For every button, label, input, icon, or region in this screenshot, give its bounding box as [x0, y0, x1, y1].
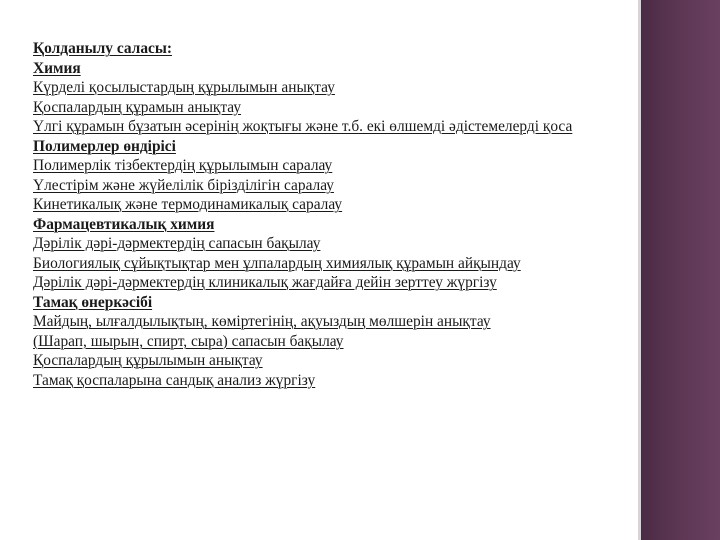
list-item: Майдың, ылғалдылықтың, көміртегінің, ақуыздың мөлшерін анықтау	[33, 313, 491, 330]
list-item: Үлгі құрамын бұзатын әсерінің жоқтығы және т.б. екі өлшемді әдістемелерді қоса	[33, 118, 573, 135]
section-heading-pharmaceutical-chemistry: Фармацевтикалық химия	[33, 215, 215, 233]
list-item: Қоспалардың құрамын анықтау	[33, 98, 242, 116]
list-item: Қоспалардың құрылымын анықтау	[33, 352, 263, 369]
list-item: Дәрілік дәрі-дәрмектердің сапасын бақылау	[33, 235, 321, 252]
content-list	[33, 39, 633, 390]
list-item: Биологиялық сұйықтықтар мен ұлпалардың химиялық құрамын айқындау	[33, 254, 521, 272]
section-heading-chemistry: Химия	[33, 59, 81, 77]
section-heading-polymer-production: Полимерлер өндірісі	[33, 137, 176, 155]
list-item: Күрделі қосылыстардың құрылымын анықтау	[33, 79, 335, 96]
list-item: Дәрілік дәрі-дәрмектердің клиникалық жағдайға дейін зерттеу жүргізу	[33, 274, 497, 291]
list-item: (Шарап, шырын, спирт, сыра) сапасын бақылау	[33, 332, 344, 350]
list-item: Үлестірім және жүйелілік бірізділігін саралау	[33, 176, 334, 194]
list-item: Кинетикалық және термодинамикалық саралау	[33, 196, 343, 213]
section-heading-application-areas: Қолданылу саласы:	[33, 40, 172, 57]
section-heading-food-industry: Тамақ өнеркәсібі	[33, 293, 153, 311]
list-item: Полимерлік тізбектердің құрылымын саралау	[33, 157, 333, 174]
decorative-side-band	[641, 0, 720, 540]
list-item: Тамақ қоспаларына сандық анализ жүргізу	[33, 371, 316, 389]
